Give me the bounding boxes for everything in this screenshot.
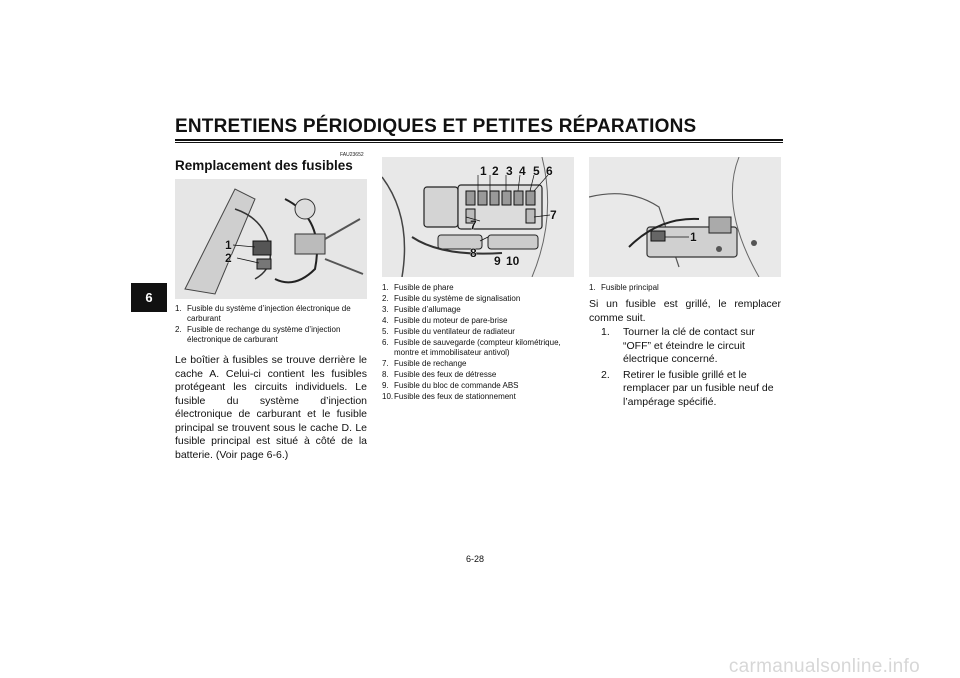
reference-code: FAU23652 [340, 152, 364, 158]
photo-label: 7 [550, 208, 557, 222]
caption-item: 7. Fusible de rechange [382, 359, 467, 368]
caption-item: 2. Fusible de rechange du système d’injection électronique de carburant [175, 325, 341, 344]
right-caption-list [589, 283, 781, 294]
caption-item: 9. Fusible du bloc de commande ABS [382, 381, 519, 390]
caption-item: 1. Fusible du système d’injection électronique de carburant [175, 304, 351, 323]
step-item: 2. Retirer le fusible grillé et le remplacer par un fusible neuf de l’ampérage spécifié. [601, 368, 774, 408]
middle-caption-list [382, 283, 574, 403]
photo-label: 2 [492, 164, 499, 178]
photo-fuel-injection-fuse [175, 179, 367, 299]
photo-main-fuse [589, 157, 781, 277]
caption-item: 5. Fusible du ventilateur de radiateur [382, 327, 515, 336]
photo-fuse-box-drawing [382, 157, 574, 277]
caption-item: 1. Fusible principal [589, 283, 659, 292]
title-rule-thin [175, 142, 783, 143]
caption-item: 8. Fusible des feux de détresse [382, 370, 497, 379]
photo-fuel-injection-fuse-drawing [175, 179, 367, 299]
photo-label: 6 [546, 164, 553, 178]
caption-item: 6. Fusible de sauvegarde (compteur kilométrique, montre et immobilisateur antivol) [382, 338, 561, 357]
photo-label: 8 [470, 246, 477, 260]
replacement-steps [589, 326, 781, 411]
photo-label: 10 [506, 254, 520, 268]
page-number: 6-28 [466, 554, 485, 564]
photo-label: 7 [470, 218, 477, 232]
photo-label: 1 [225, 238, 232, 252]
left-caption-list [175, 304, 367, 346]
replacement-intro: Si un fusible est grillé, le remplacer comme suit. [589, 298, 781, 324]
caption-item: 2. Fusible du système de signalisation [382, 294, 521, 303]
section-heading: Remplacement des fusibles [175, 158, 353, 173]
fuse-box-location-paragraph: Le boîtier à fusibles se trouve derrière le cache A. Celui-ci contient les fusibles protégeant les circuits individuels. Le fusible du système d’injection électronique de carburant et le fusible principal se trouvent sous le cache D. Le fusible principal est situé à côté de la batterie. (Voir page 6-6.) [175, 354, 367, 461]
watermark: carmanualsonline.info [728, 656, 920, 677]
photo-label: 3 [506, 164, 513, 178]
photo-main-fuse-drawing [589, 157, 781, 277]
title-rule-thick [175, 139, 783, 141]
step-item: 1. Tourner la clé de contact sur “OFF” et éteindre le circuit électrique concerné. [601, 326, 755, 365]
photo-label: 1 [690, 230, 697, 244]
photo-label: 2 [225, 251, 232, 265]
photo-label: 5 [533, 164, 540, 178]
caption-item: 3. Fusible d’allumage [382, 305, 461, 314]
page-title: ENTRETIENS PÉRIODIQUES ET PETITES RÉPARATIONS [175, 116, 697, 137]
chapter-tab: 6 [131, 283, 167, 312]
caption-item: 10. Fusible des feux de stationnement [382, 392, 516, 401]
photo-label: 1 [480, 164, 487, 178]
caption-item: 4. Fusible du moteur de pare-brise [382, 316, 508, 325]
caption-item: 1. Fusible de phare [382, 283, 454, 292]
photo-label: 4 [519, 164, 526, 178]
photo-fuse-box [382, 157, 574, 277]
photo-label: 9 [494, 254, 501, 268]
